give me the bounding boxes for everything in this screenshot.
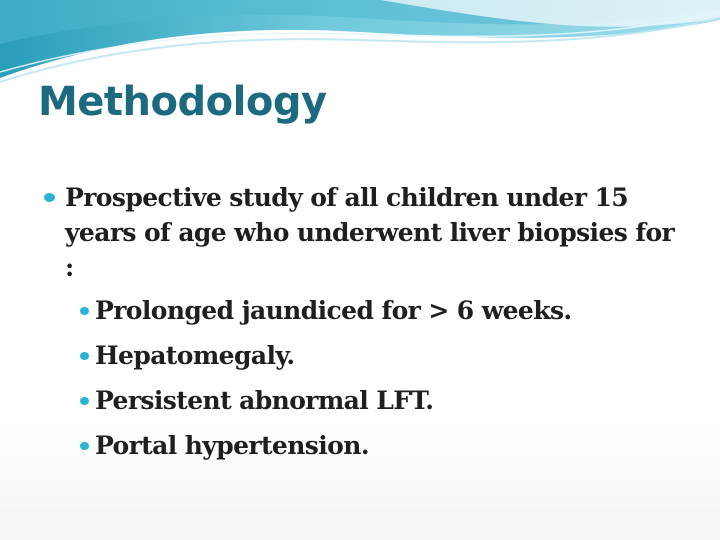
bullet-dot-icon	[80, 397, 89, 405]
bullet-dot-icon	[80, 352, 89, 360]
sub-bullet-item	[80, 293, 684, 328]
sub-bullet-item	[80, 383, 684, 418]
main-bullet-text: Prospective study of all children under 15 years of age who underwent liver biopsies for :	[65, 183, 675, 282]
sub-bullet-item	[80, 428, 684, 463]
sub-bullet-item	[80, 338, 684, 373]
sub-bullet-text: Prolonged jaundiced for > 6 weeks.	[95, 296, 572, 325]
bullet-dot-icon	[80, 307, 89, 315]
sub-bullet-text: Hepatomegaly.	[95, 341, 295, 370]
sub-bullet-list	[44, 293, 684, 463]
slide-content	[44, 180, 684, 473]
bullet-dot-icon	[80, 442, 89, 450]
sub-bullet-text: Persistent abnormal LFT.	[95, 386, 434, 415]
slide-title: Methodology	[38, 79, 327, 125]
sub-bullet-text: Portal hypertension.	[95, 431, 369, 460]
bullet-dot-icon	[44, 193, 55, 202]
main-bullet	[44, 180, 684, 285]
